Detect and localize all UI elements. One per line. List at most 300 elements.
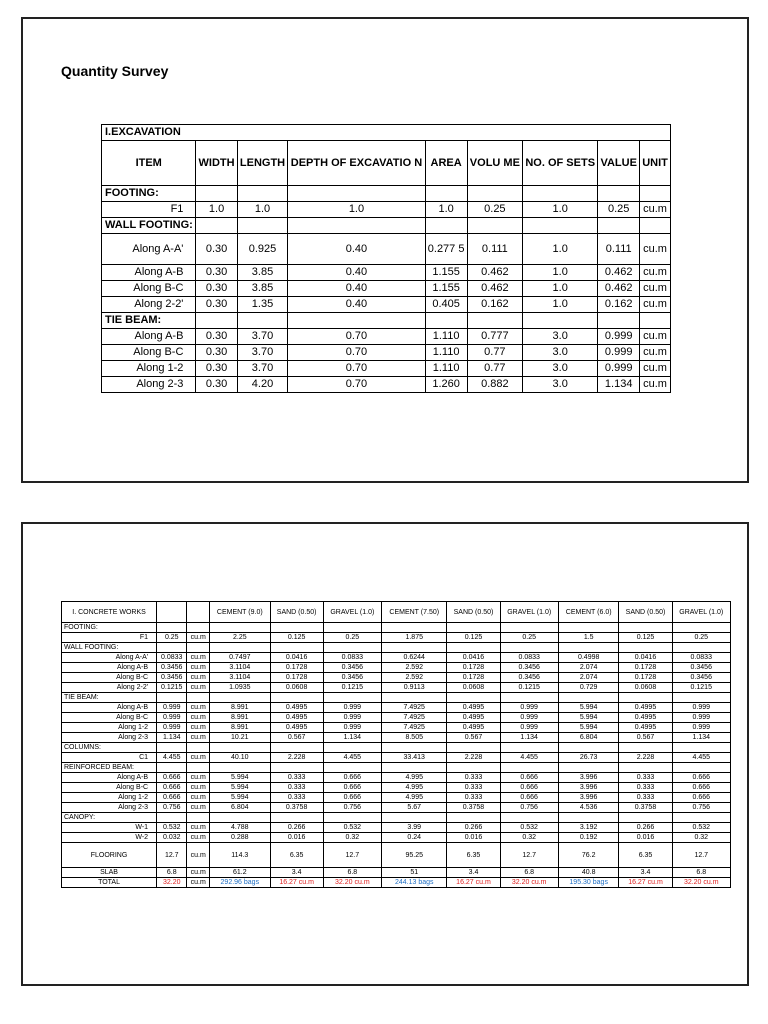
empty-cell bbox=[196, 313, 237, 329]
column-header bbox=[157, 602, 187, 623]
empty-cell bbox=[447, 763, 500, 773]
table-cell: 0.567 bbox=[619, 733, 672, 743]
table-cell: 0.3758 bbox=[447, 803, 500, 813]
table-cell: 1.35 bbox=[237, 297, 288, 313]
table-cell: 0.032 bbox=[157, 833, 187, 843]
table-cell: 0.999 bbox=[323, 723, 381, 733]
column-header: ITEM bbox=[102, 141, 196, 186]
table-cell: 0.4995 bbox=[447, 703, 500, 713]
table-cell: 0.999 bbox=[598, 361, 640, 377]
column-header: WIDTH bbox=[196, 141, 237, 186]
empty-cell bbox=[467, 186, 523, 202]
table-row bbox=[62, 653, 731, 663]
column-header: SAND (0.50) bbox=[270, 602, 323, 623]
table-cell: 51 bbox=[382, 868, 447, 878]
table-cell: 0.462 bbox=[598, 265, 640, 281]
table-cell: 0.25 bbox=[467, 202, 523, 218]
empty-cell bbox=[237, 313, 288, 329]
table-cell: 0.77 bbox=[467, 361, 523, 377]
table-cell: 0.4995 bbox=[447, 713, 500, 723]
table-cell: 0.40 bbox=[288, 265, 425, 281]
group-label-row bbox=[102, 186, 671, 202]
empty-cell bbox=[672, 693, 730, 703]
table-cell: 8.991 bbox=[210, 713, 271, 723]
table-cell: 0.532 bbox=[500, 823, 558, 833]
empty-cell bbox=[447, 813, 500, 823]
excavation-table bbox=[101, 124, 671, 393]
table-cell: cu.m bbox=[187, 803, 210, 813]
table-cell: 0.25 bbox=[672, 633, 730, 643]
group-label: WALL FOOTING: bbox=[102, 218, 196, 234]
slab-row bbox=[62, 868, 731, 878]
table-cell: cu.m bbox=[640, 377, 671, 393]
table-cell: 0.666 bbox=[500, 793, 558, 803]
row-label: Along A-B bbox=[102, 329, 196, 345]
empty-cell bbox=[187, 643, 210, 653]
empty-cell bbox=[523, 218, 598, 234]
row-label: TOTAL bbox=[62, 878, 157, 888]
table-cell: 0.0416 bbox=[270, 653, 323, 663]
table-cell: 5.994 bbox=[210, 793, 271, 803]
table-cell: cu.m bbox=[187, 663, 210, 673]
empty-cell bbox=[619, 643, 672, 653]
table-cell: 1.0 bbox=[523, 202, 598, 218]
group-label-row bbox=[102, 218, 671, 234]
empty-cell bbox=[500, 643, 558, 653]
table-cell: 6.8 bbox=[500, 868, 558, 878]
table-cell: 2.074 bbox=[558, 673, 619, 683]
empty-cell bbox=[157, 743, 187, 753]
empty-cell bbox=[672, 623, 730, 633]
empty-cell bbox=[619, 623, 672, 633]
table-cell: cu.m bbox=[640, 234, 671, 265]
table-cell: 0.016 bbox=[619, 833, 672, 843]
table-cell: 7.4925 bbox=[382, 703, 447, 713]
table-cell: 0.333 bbox=[270, 783, 323, 793]
table-cell: cu.m bbox=[187, 633, 210, 643]
table-row bbox=[102, 329, 671, 345]
table-cell: cu.m bbox=[640, 297, 671, 313]
table-cell: cu.m bbox=[640, 265, 671, 281]
table-cell: 0.333 bbox=[447, 783, 500, 793]
table-cell: 0.333 bbox=[270, 773, 323, 783]
table-cell: 0.016 bbox=[270, 833, 323, 843]
table-cell: 0.532 bbox=[672, 823, 730, 833]
table-cell: 0.882 bbox=[467, 377, 523, 393]
table-cell: 0.666 bbox=[323, 783, 381, 793]
table-cell: cu.m bbox=[187, 833, 210, 843]
empty-cell bbox=[270, 813, 323, 823]
table-cell: 6.35 bbox=[447, 843, 500, 868]
table-cell: 0.3758 bbox=[270, 803, 323, 813]
table-cell: 0.4995 bbox=[270, 723, 323, 733]
empty-cell bbox=[500, 813, 558, 823]
column-header: GRAVEL (1.0) bbox=[672, 602, 730, 623]
group-label: CANOPY: bbox=[62, 813, 157, 823]
table-row bbox=[62, 703, 731, 713]
table-cell: 0.0833 bbox=[672, 653, 730, 663]
table-cell: 0.288 bbox=[210, 833, 271, 843]
table-cell: 3.0 bbox=[523, 377, 598, 393]
table-cell: 0.3456 bbox=[323, 663, 381, 673]
table-cell: 33.413 bbox=[382, 753, 447, 763]
row-label: Along A-B bbox=[102, 265, 196, 281]
empty-cell bbox=[270, 743, 323, 753]
table-cell: 0.24 bbox=[382, 833, 447, 843]
empty-cell bbox=[270, 623, 323, 633]
table-cell: cu.m bbox=[187, 823, 210, 833]
table-cell: 6.35 bbox=[619, 843, 672, 868]
empty-cell bbox=[382, 693, 447, 703]
table-cell: 0.666 bbox=[672, 783, 730, 793]
empty-cell bbox=[558, 623, 619, 633]
row-label: W-2 bbox=[62, 833, 157, 843]
table-cell: 0.111 bbox=[598, 234, 640, 265]
table-cell: 0.30 bbox=[196, 329, 237, 345]
table-cell: 0.333 bbox=[447, 773, 500, 783]
empty-cell bbox=[500, 693, 558, 703]
empty-cell bbox=[598, 313, 640, 329]
table-cell: 0.0608 bbox=[447, 683, 500, 693]
empty-cell bbox=[500, 623, 558, 633]
table-cell: 3.99 bbox=[382, 823, 447, 833]
empty-cell bbox=[270, 643, 323, 653]
table-cell: 0.666 bbox=[500, 773, 558, 783]
slide-concrete-works bbox=[21, 522, 749, 986]
empty-cell bbox=[323, 693, 381, 703]
group-label: TIE BEAM: bbox=[62, 693, 157, 703]
empty-cell bbox=[382, 813, 447, 823]
table-cell: 0.266 bbox=[447, 823, 500, 833]
table-cell: 0.70 bbox=[288, 377, 425, 393]
table-cell: 0.30 bbox=[196, 297, 237, 313]
row-label: Along 2-3 bbox=[102, 377, 196, 393]
table-cell: cu.m bbox=[187, 753, 210, 763]
empty-cell bbox=[425, 313, 467, 329]
table-cell: 0.666 bbox=[323, 793, 381, 803]
table-cell: 0.1215 bbox=[157, 683, 187, 693]
row-label: Along A-B bbox=[62, 703, 157, 713]
table-cell: 0.1728 bbox=[619, 673, 672, 683]
empty-cell bbox=[210, 813, 271, 823]
table-cell: 0.162 bbox=[598, 297, 640, 313]
table-cell: 5.67 bbox=[382, 803, 447, 813]
table-cell: 0.016 bbox=[447, 833, 500, 843]
row-label: Along 1-2 bbox=[62, 793, 157, 803]
empty-cell bbox=[270, 693, 323, 703]
table-cell: 0.333 bbox=[270, 793, 323, 803]
table-cell: 0.999 bbox=[598, 329, 640, 345]
table-cell: 0.0416 bbox=[447, 653, 500, 663]
empty-cell bbox=[210, 743, 271, 753]
table-header-row bbox=[62, 602, 731, 623]
table-cell: 10.21 bbox=[210, 733, 271, 743]
table-cell: 1.0 bbox=[523, 265, 598, 281]
table-cell: 26.73 bbox=[558, 753, 619, 763]
table-cell: 0.40 bbox=[288, 297, 425, 313]
table-row bbox=[102, 234, 671, 265]
table-cell: 0.30 bbox=[196, 265, 237, 281]
table-cell: 0.666 bbox=[157, 793, 187, 803]
table-cell: 0.567 bbox=[270, 733, 323, 743]
table-cell: 0.40 bbox=[288, 281, 425, 297]
table-cell: 0.3456 bbox=[672, 673, 730, 683]
empty-cell bbox=[157, 643, 187, 653]
empty-cell bbox=[425, 186, 467, 202]
table-cell: 0.4995 bbox=[619, 713, 672, 723]
table-row bbox=[62, 753, 731, 763]
table-cell: 0.1215 bbox=[500, 683, 558, 693]
table-cell: 0.999 bbox=[598, 345, 640, 361]
empty-cell bbox=[323, 643, 381, 653]
table-cell: 0.4995 bbox=[270, 703, 323, 713]
table-cell: 0.666 bbox=[672, 773, 730, 783]
table-cell: 0.999 bbox=[500, 723, 558, 733]
table-cell: 0.192 bbox=[558, 833, 619, 843]
table-cell: 6.8 bbox=[323, 868, 381, 878]
empty-cell bbox=[187, 813, 210, 823]
column-header: UNIT bbox=[640, 141, 671, 186]
table-cell: 0.756 bbox=[672, 803, 730, 813]
empty-cell bbox=[558, 813, 619, 823]
table-row bbox=[62, 783, 731, 793]
table-cell: 1.0 bbox=[523, 281, 598, 297]
table-cell: 6.804 bbox=[210, 803, 271, 813]
column-header: AREA bbox=[425, 141, 467, 186]
empty-cell bbox=[187, 743, 210, 753]
table-cell: 5.994 bbox=[210, 783, 271, 793]
group-label: WALL FOOTING: bbox=[62, 643, 157, 653]
table-cell: 6.804 bbox=[558, 733, 619, 743]
table-cell: 4.20 bbox=[237, 377, 288, 393]
table-cell: 0.999 bbox=[323, 713, 381, 723]
total-cell: 32.20 cu.m bbox=[500, 878, 558, 888]
empty-cell bbox=[196, 186, 237, 202]
empty-cell bbox=[467, 218, 523, 234]
table-row bbox=[62, 633, 731, 643]
empty-cell bbox=[237, 186, 288, 202]
empty-cell bbox=[672, 763, 730, 773]
table-cell: 3.0 bbox=[523, 329, 598, 345]
table-cell: 0.999 bbox=[672, 703, 730, 713]
table-cell: 0.4995 bbox=[619, 703, 672, 713]
table-cell: 0.666 bbox=[157, 783, 187, 793]
table-cell: 0.333 bbox=[619, 773, 672, 783]
empty-cell bbox=[382, 643, 447, 653]
table-cell: 0.999 bbox=[157, 703, 187, 713]
empty-cell bbox=[425, 218, 467, 234]
table-cell: 0.32 bbox=[672, 833, 730, 843]
table-cell: 3.0 bbox=[523, 361, 598, 377]
total-cell: 16.27 cu.m bbox=[447, 878, 500, 888]
table-row bbox=[62, 663, 731, 673]
table-cell: 0.0416 bbox=[619, 653, 672, 663]
total-cell: 32.20 bbox=[157, 878, 187, 888]
table-cell: 0.9113 bbox=[382, 683, 447, 693]
row-label: Along B-C bbox=[102, 281, 196, 297]
table-cell: 4.995 bbox=[382, 783, 447, 793]
table-cell: 0.999 bbox=[157, 723, 187, 733]
section-title: I.EXCAVATION bbox=[102, 125, 671, 141]
table-cell: 5.994 bbox=[558, 703, 619, 713]
total-cell: 16.27 cu.m bbox=[270, 878, 323, 888]
row-label: F1 bbox=[102, 202, 196, 218]
table-cell: 0.532 bbox=[323, 823, 381, 833]
table-cell: 0.30 bbox=[196, 281, 237, 297]
row-label: Along 2-3 bbox=[62, 803, 157, 813]
column-header: GRAVEL (1.0) bbox=[500, 602, 558, 623]
empty-cell bbox=[447, 743, 500, 753]
table-cell: 0.0833 bbox=[157, 653, 187, 663]
table-cell: 2.592 bbox=[382, 663, 447, 673]
table-cell: 0.4995 bbox=[447, 723, 500, 733]
row-label: Along A-A' bbox=[102, 234, 196, 265]
empty-cell bbox=[640, 186, 671, 202]
table-cell: 3.1104 bbox=[210, 673, 271, 683]
empty-cell bbox=[157, 693, 187, 703]
table-cell: 0.125 bbox=[270, 633, 323, 643]
empty-cell bbox=[598, 218, 640, 234]
total-cell: cu.m bbox=[187, 878, 210, 888]
table-cell: 5.994 bbox=[558, 713, 619, 723]
empty-cell bbox=[187, 693, 210, 703]
table-cell: 1.260 bbox=[425, 377, 467, 393]
table-cell: 0.756 bbox=[323, 803, 381, 813]
table-cell: cu.m bbox=[187, 843, 210, 868]
row-label: Along A-B bbox=[62, 663, 157, 673]
column-header bbox=[187, 602, 210, 623]
table-cell: 3.192 bbox=[558, 823, 619, 833]
total-cell: 244.13 bags bbox=[382, 878, 447, 888]
row-label: Along 1-2 bbox=[62, 723, 157, 733]
table-cell: 0.333 bbox=[447, 793, 500, 803]
table-cell: 12.7 bbox=[672, 843, 730, 868]
table-cell: 0.162 bbox=[467, 297, 523, 313]
table-cell: 0.0833 bbox=[500, 653, 558, 663]
empty-cell bbox=[523, 186, 598, 202]
row-label: Along A-A' bbox=[62, 653, 157, 663]
table-row bbox=[102, 281, 671, 297]
group-label-row bbox=[62, 643, 731, 653]
empty-cell bbox=[523, 313, 598, 329]
table-cell: 3.996 bbox=[558, 793, 619, 803]
table-cell: cu.m bbox=[187, 673, 210, 683]
table-cell: 0.462 bbox=[467, 265, 523, 281]
table-cell: 3.4 bbox=[447, 868, 500, 878]
table-cell: 12.7 bbox=[323, 843, 381, 868]
group-label-row bbox=[62, 743, 731, 753]
row-label: Along B-C bbox=[62, 783, 157, 793]
table-cell: 0.666 bbox=[500, 783, 558, 793]
table-cell: 0.729 bbox=[558, 683, 619, 693]
empty-cell bbox=[237, 218, 288, 234]
group-label-row bbox=[62, 623, 731, 633]
table-cell: 0.32 bbox=[500, 833, 558, 843]
table-cell: 0.777 bbox=[467, 329, 523, 345]
table-cell: cu.m bbox=[640, 281, 671, 297]
table-cell: 0.125 bbox=[619, 633, 672, 643]
row-label: Along 2-3 bbox=[62, 733, 157, 743]
concrete-works-table bbox=[61, 601, 731, 888]
table-cell: 0.7497 bbox=[210, 653, 271, 663]
empty-cell bbox=[558, 743, 619, 753]
table-cell: cu.m bbox=[187, 683, 210, 693]
empty-cell bbox=[640, 313, 671, 329]
table-cell: cu.m bbox=[187, 868, 210, 878]
total-row bbox=[62, 878, 731, 888]
empty-cell bbox=[672, 743, 730, 753]
table-cell: 0.30 bbox=[196, 361, 237, 377]
empty-cell bbox=[210, 763, 271, 773]
table-row bbox=[102, 345, 671, 361]
table-cell: 0.462 bbox=[598, 281, 640, 297]
table-row bbox=[102, 377, 671, 393]
table-cell: 40.8 bbox=[558, 868, 619, 878]
table-cell: 114.3 bbox=[210, 843, 271, 868]
empty-cell bbox=[500, 763, 558, 773]
empty-cell bbox=[187, 763, 210, 773]
table-cell: 6.8 bbox=[672, 868, 730, 878]
table-row bbox=[62, 733, 731, 743]
table-cell: 4.536 bbox=[558, 803, 619, 813]
table-cell: 4.455 bbox=[672, 753, 730, 763]
table-cell: 4.788 bbox=[210, 823, 271, 833]
table-cell: 2.074 bbox=[558, 663, 619, 673]
table-cell: 12.7 bbox=[157, 843, 187, 868]
empty-cell bbox=[558, 693, 619, 703]
group-label-row bbox=[62, 763, 731, 773]
table-cell: 0.462 bbox=[467, 281, 523, 297]
slide-quantity-survey bbox=[21, 17, 749, 483]
empty-cell bbox=[382, 743, 447, 753]
table-cell: 1.134 bbox=[500, 733, 558, 743]
table-cell: 0.3456 bbox=[157, 663, 187, 673]
empty-cell bbox=[382, 763, 447, 773]
table-cell: 1.134 bbox=[672, 733, 730, 743]
total-cell: 16.27 cu.m bbox=[619, 878, 672, 888]
table-cell: 0.999 bbox=[500, 713, 558, 723]
table-cell: 2.228 bbox=[447, 753, 500, 763]
empty-cell bbox=[500, 743, 558, 753]
column-header: NO. OF SETS bbox=[523, 141, 598, 186]
table-row bbox=[102, 297, 671, 313]
empty-cell bbox=[467, 313, 523, 329]
table-cell: 0.1728 bbox=[270, 673, 323, 683]
row-label: Along 2-2' bbox=[62, 683, 157, 693]
column-header: CEMENT (6.0) bbox=[558, 602, 619, 623]
table-cell: 0.333 bbox=[619, 783, 672, 793]
group-label-row bbox=[102, 313, 671, 329]
table-cell: 0.925 bbox=[237, 234, 288, 265]
table-cell: 1.0 bbox=[523, 297, 598, 313]
empty-cell bbox=[323, 763, 381, 773]
table-cell: cu.m bbox=[187, 793, 210, 803]
table-cell: cu.m bbox=[187, 723, 210, 733]
table-cell: 0.1728 bbox=[619, 663, 672, 673]
empty-cell bbox=[323, 813, 381, 823]
table-cell: 0.70 bbox=[288, 329, 425, 345]
table-cell: 8.505 bbox=[382, 733, 447, 743]
table-header-row bbox=[102, 141, 671, 186]
table-cell: 1.0 bbox=[523, 234, 598, 265]
table-cell: 1.0 bbox=[288, 202, 425, 218]
table-cell: 0.1728 bbox=[447, 673, 500, 683]
table-cell: 0.6244 bbox=[382, 653, 447, 663]
table-cell: 0.405 bbox=[425, 297, 467, 313]
table-cell: 4.455 bbox=[157, 753, 187, 763]
empty-cell bbox=[288, 218, 425, 234]
table-cell: 1.134 bbox=[323, 733, 381, 743]
